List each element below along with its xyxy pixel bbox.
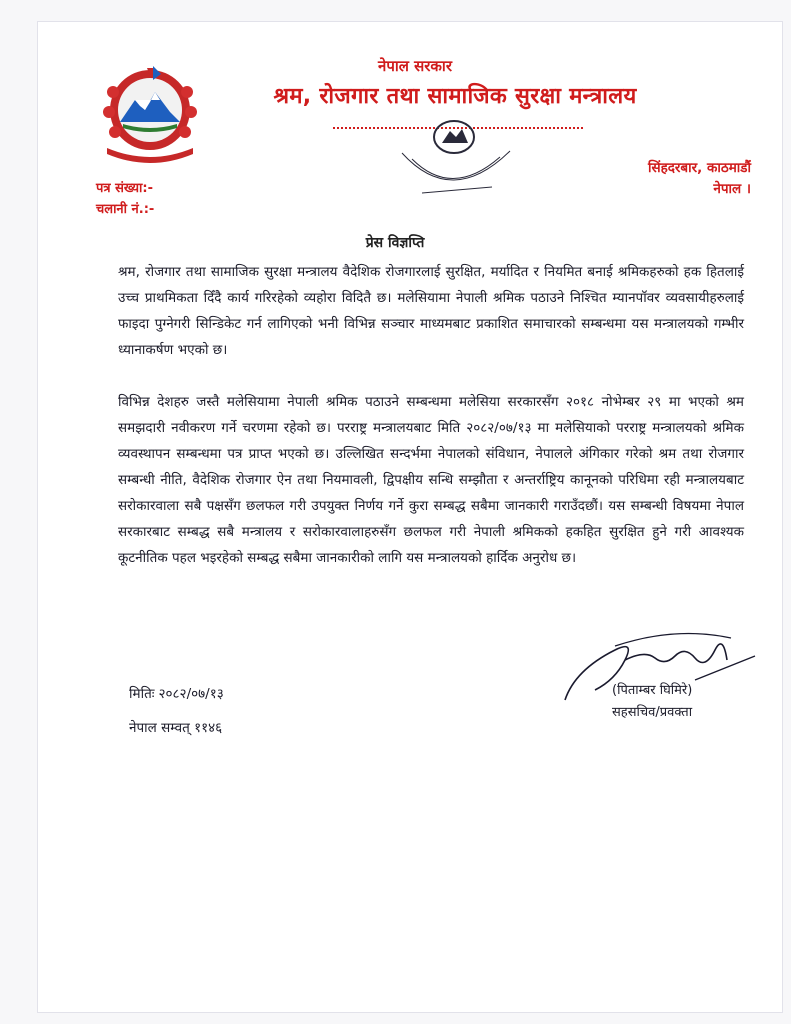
document-title: प्रेस विज्ञप्ति (365, 235, 425, 251)
signer-role: सहसचिव/प्रवक्ता (612, 705, 693, 720)
government-name: नेपाल सरकार (378, 57, 452, 75)
ministry-name: श्रम, रोजगार तथा सामाजिक सुरक्षा मन्त्रालय (273, 84, 637, 109)
issue-date (129, 684, 224, 702)
reference-block (96, 178, 154, 220)
address-line-2: नेपाल । (713, 181, 751, 197)
body-paragraph-1: श्रम, रोजगार तथा सामाजिक सुरक्षा मन्त्रालय वैदेशिक रोजगारलाई सुरक्षित, मर्यादित र नियमित बनाई श्रमिकहरुको हक हितलाई उच्च प्राथमिकता दिँदै कार्य गरिरहेको व्यहोरा विदितै छ। मलेसियामा नेपाली श्रमिक पठाउने निश्चित म्यानपॉवर व्यवसायीहरुलाई फाइदा पुग्नेगरी सिन्डिकेट गर्न लागिएको भनी विभिन्न सञ्चार माध्यमबाट प्रकाशित समाचारको सम्बन्धमा यस मन्त्रालयको गम्भीर ध्यानाकर्षण भएको छ। (118, 264, 744, 358)
body-paragraph-2: विभिन्न देशहरु जस्तै मलेसियामा नेपाली श्रमिक पठाउने सम्बन्धमा मलेसिया सरकारसँग २०१८ नोभेम्बर २९ मा भएको श्रम समझदारी नवीकरण गर्ने चरणमा रहेको छ। परराष्ट्र मन्त्रालयबाट मिति २०८२/०७/१३ मा मलेसियाको परराष्ट्र मन्त्रालयको श्रमिक व्यवस्थापन सम्बन्धमा पत्र प्राप्त भएको छ। उल्लिखित सन्दर्भमा नेपालको संविधान, नेपालले अंगिकार गरेको श्रम तथा रोजगार सम्बन्धी नीति, वैदेशिक रोजगार ऐन तथा नियमावली, द्विपक्षीय सन्धि सम्झौता र अन्तर्राष्ट्रिय कानूनको परिधिमा रही मन्त्रालयबाट सरोकारवाला सबै पक्षसँग छलफल गरी उपयुक्त निर्णय गर्ने कुरा सम्बद्ध सबैमा जानकारी गराउँदछौं। यस सम्बन्धी विषयमा नेपाल सरकारबाट सम्बद्ध सबै मन्त्रालय र सरोकारवालाहरुसँग छलफल गरी नेपाली श्रमिकको हकहित सुरक्षित हुने गरी आवश्यक कूटनीतिक पहल भइरहेको सम्बद्ध सबैमा जानकारीको लागि यस मन्त्रालयको हार्दिक अनुरोध छ। (118, 394, 744, 566)
ministry-round-seal-icon (392, 113, 520, 213)
nepal-coat-of-arms-icon (95, 62, 205, 168)
letter-number-label: पत्र संख्या:- (96, 181, 153, 196)
signer-name: (पिताम्बर घिमिरे) (612, 683, 693, 698)
date-label: मितिः (129, 686, 155, 702)
address-block (648, 158, 751, 200)
dispatch-number-label: चलानी नं.:- (96, 202, 155, 217)
nepal-era-date: नेपाल सम्वत् ११४६ (129, 720, 223, 736)
date-value: २०८२/०७/१३ (158, 686, 224, 702)
address-line-1: सिंहदरबार, काठमाडौं (647, 160, 751, 176)
